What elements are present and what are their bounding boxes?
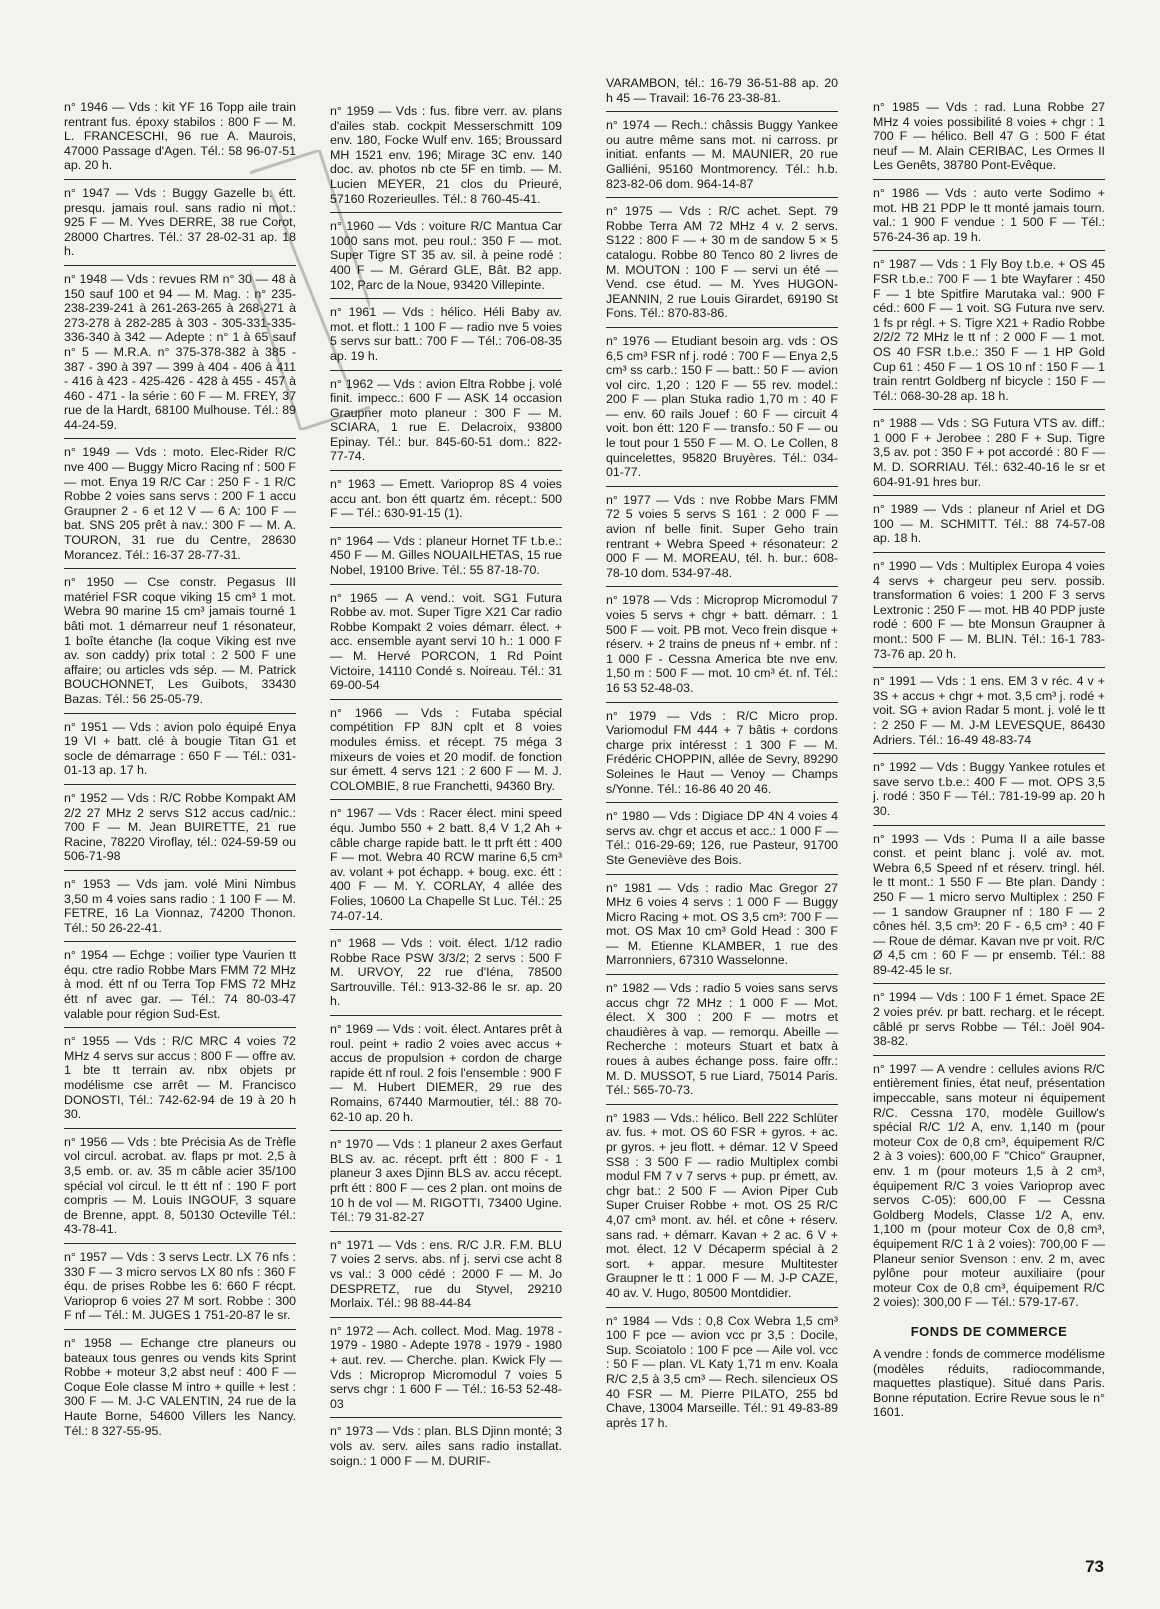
fonds-de-commerce-text: A vendre : fonds de commerce modélisme (modèles réduits, radiocommande, maquettes plastique). Situé dans Paris. Bonne réputation. Ecrire Revue sous le n° 1601. <box>873 1346 1105 1420</box>
classified-ad: n° 1964 — Vds : planeur Hornet TF t.b.e.: 450 F — M. Gilles NOUAILHETAS, 15 rue Nobel, 19100 Brive. Tél.: 55 87-18-70. <box>330 534 562 585</box>
classified-ad: n° 1970 — Vds : 1 planeur 2 axes Gerfaut BLS av. ac. récept. prft étt : 800 F - 1 planeur 3 axes Djinn BLS av. accu récept. prft étt : 800 F — ces 2 plan. ont moins de 10 h de vol — M. RIGOTTI, 73400 Ugine. Tél.: 79 31-82-27 <box>330 1137 562 1232</box>
classified-ad: n° 1985 — Vds : rad. Luna Robbe 27 MHz 4 voies possibilité 8 voies + chgr : 1 700 F — hélico. Bell 47 G : 500 F état neuf — M. Alain CERIBAC, Les Ormes II Les Genêts, 38780 Pont-Evêque. <box>873 100 1105 180</box>
classified-ad: n° 1952 — Vds : R/C Robbe Kompakt AM 2/2 27 MHz 2 servs S12 accus cad/nic.: 700 F — M. Jean BUIRETTE, 21 rue Racine, 78220 Viroflay, tél.: 024-59-59 ou 506-71-98 <box>64 791 296 871</box>
classified-ad: n° 1947 — Vds : Buggy Gazelle b. étt. presqu. jamais roul. sans radio ni mot.: 925 F — M. Yves DERRE, 38 rue Corot, 28000 Chartres. Tél.: 37 28-02-31 ap. 18 h. <box>64 186 296 266</box>
classified-ad: n° 1965 — A vend.: voit. SG1 Futura Robbe av. mot. Super Tigre X21 Car radio Robbe Kompakt 2 voies démarr. élect. + acc. ensemble ayant servi 10 h.: 1 000 F — M. Hervé PORCON, 1 Rd Point Victoire, 14110 Condé s. Noireau. Tél.: 31 69-00-54 <box>330 591 562 700</box>
classified-ad: n° 1962 — Vds : avion Eltra Robbe j. volé finit. impecc.: 600 F — ASK 14 occasion Graupner moto planeur : 300 F — M. SCIARA, 1 rue E. Delacroix, 93800 Epinay. Tél.: bur. 845-60-51 dom.: 822-77-74. <box>330 377 562 472</box>
page-number: 73 <box>1085 1557 1104 1576</box>
classified-ad: n° 1989 — Vds : planeur nf Ariel et DG 100 — M. SCHMITT. Tél.: 88 74-57-08 ap. 18 h. <box>873 502 1105 553</box>
classified-ad: n° 1957 — Vds : 3 servs Lectr. LX 76 nfs : 330 F — 3 micro servos LX 80 nfs : 360 F équ. de prises Robbe les 6: 660 F récpt. Varioprop 6 voies 27 M sort. Robbe : 300 F nf — Tél.: M. JUGES 1 751-20-87 le sr. <box>64 1250 296 1330</box>
classified-ad: n° 1976 — Etudiant besoin arg. vds : OS 6,5 cm³ FSR nf j. rodé : 700 F — Enya 2,5 cm³ ss carb.: 150 F — batt.: 50 F — avion vol circ. 1,20 : 120 F — 55 rev. model.: 200 F — plan Stuka radio 1,70 m : 40 F — env. 60 rails Jouef : 60 F — circuit 4 voit. bon étt: 120 F — transfo.: 50 F — ou le tout pour 1 550 F — M. O. Le Collen, 8 quincelettes, 95820 Bruyères. Tél.: 034-01-77. <box>606 334 838 487</box>
classified-ad: n° 1967 — Vds : Racer élect. mini speed équ. Jumbo 550 + 2 batt. 8,4 V 1,2 Ah + câble charge rapide batt. le tt prft étt : 400 F — mot. Webra 40 RCW marine 6,5 cm³ av. volant + pot échapp. + boug. exc. étt : 400 F — M. Y. CORLAY, 4 allée des Folies, 10600 La Chapelle St Luc. Tél.: 25 74-07-14. <box>330 806 562 930</box>
classified-ad: n° 1993 — Vds : Puma II a aile basse const. et peint blanc j. volé av. mot. Webra 6,5 Speed nf et réserv. tringl. hél. le tt mont.: 1 550 F — Bte plan. Dandy : 250 F — 1 micro servo Multiplex : 250 F — 1 sandow Graupner nf : 180 F — 2 cônes hél. 3,5 cm³: 20 F - 6,5 cm³ : 40 F — Roue de démar. Kavan nve pr voit. R/C Ø 4,5 cm : 60 F — pr ensemb. Tél.: 88 89-42-45 le sr. <box>873 832 1105 985</box>
column-3 <box>606 76 838 1442</box>
column-4-ads <box>873 100 1105 1316</box>
classified-ad: n° 1956 — Vds : bte Précisia As de Trèfle vol circul. acrobat. av. flaps pr mot. 2,5 à 3,5 emb. or. av. 35 m câble acier 35/100 spécial vol circul. le tt étt nf : 190 F port compris — M. Louis INGOUF, 3 square de Brenne, appt. 8, 50130 Octeville Tél.: 43-78-41. <box>64 1135 296 1244</box>
classified-ad: n° 1981 — Vds : radio Mac Gregor 27 MHz 6 voies 4 servs : 1 000 F — Buggy Micro Racing + mot. OS 3,5 cm³: 700 F — mot. OS Max 10 cm³ Gold Head : 300 F — M. Etienne KLAMBER, 1 rue des Marronniers, 67310 Wasselonne. <box>606 881 838 976</box>
column-1 <box>64 100 296 1450</box>
classified-ad: n° 1960 — Vds : voiture R/C Mantua Car 1000 sans mot. peu roul.: 350 F — mot. Super Tigre ST 35 av. sil. à peine rodé : 400 F — M. Gérard GLE, Bât. B2 app. 102, Parc de la Noue, 93420 Villepinte. <box>330 219 562 299</box>
classified-ad: n° 1997 — A vendre : cellules avions R/C entièrement finies, état neuf, présentation impeccable, sans moteur ni équipement R/C. Cessna 170, modèle Guillow's spécial R/C 1/2 A, env. 1,140 m (pour moteur Cox de 0,8 cm³, équipement R/C 2 à 3 voies): 600,00 F "Chico" Graupner, env. 1 m (pour moteurs 1,5 à 2 cm³, équipement R/C 3 voies Varioprop avec servos C-05): 600,00 F — Cessna Goldberg Models, Classe 1/2 A, env. 1,100 m (pour moteur Cox de 0,8 cm³, équipement R/C 1 à 2 voies): 700,00 F — Planeur senior Svenson : env. 2 m, avec pylône pour moteur auxiliaire (pour moteur Cox de 0,8 cm³, équipement R/C 2 voies): 300,00 F — Tél.: 579-17-67. <box>873 1061 1105 1310</box>
classified-ad: n° 1953 — Vds jam. volé Mini Nimbus 3,50 m 4 voies sans radio : 1 100 F — M. FETRE, 16 La Vionnaz, 74200 Thonon. Tél.: 50 26-22-41. <box>64 877 296 942</box>
classified-ad: n° 1972 — Ach. collect. Mod. Mag. 1978 - 1979 - 1980 - Adepte 1978 - 1979 - 1980 + aut. rev. — Cherche. plan. Kwick Fly — Vds : Microprop Micromodul 7 voies 5 servs chgr : 1 600 F — Tél.: 16-53 52-48-03 <box>330 1324 562 1419</box>
classified-ad: n° 1966 — Vds : Futaba spécial compétition FP 8JN cplt et 8 voies modules émiss. et récept. 75 méga 3 mixeurs de voies et 20 modif. de fonction sur émett. 4 servs 121 : 2 600 F — M. J. COLOMBIE, 8 rue Franchetti, 94360 Bry. <box>330 706 562 801</box>
classified-ad: n° 1958 — Echange ctre planeurs ou bateaux tous genres ou vends kits Sprint Robbe + moteur 3,2 abst neuf : 400 F — Coque Eole classe M intro + quille + lest : 300 F — M. J-C VALENTIN, 24 rue de la Haute Borne, 54600 Villers les Nancy. Tél.: 8 327-55-95. <box>64 1335 296 1438</box>
classified-ad: n° 1975 — Vds : R/C achet. Sept. 79 Robbe Terra AM 72 MHz 4 v. 2 servs. S122 : 800 F — + 30 m de sandow 5 × 5 catalogu. Robbe 80 Tenco 80 2 livres de M. MOUTON : 100 F — servi un été — Vend. cse étud. — M. Yves HUGON-JEANNIN, 2 rue Louis Girardet, 69190 St Fons. Tél.: 870-83-86. <box>606 204 838 328</box>
fonds-de-commerce-title: FONDS DE COMMERCE <box>910 1323 1068 1339</box>
classified-ad: n° 1978 — Vds : Microprop Micromodul 7 voies 5 servs + chgr + batt. démarr. : 1 500 F — voit. PB mot. Veco frein disque + réserv. + 2 trains de pneus nf + embr. nf : 1 000 F - Cessna America bte nve env. 1,50 m : 500 F — mot. 10 cm³ ét. nf. Tél.: 16 53 52-48-03. <box>606 593 838 702</box>
classified-ad: n° 1992 — Vds : Buggy Yankee rotules et save servo t.b.e.: 400 F — mot. OPS 3,5 j. rodé : 350 F — Tél.: 781-19-99 ap. 20 h 30. <box>873 760 1105 825</box>
classified-ad: n° 1968 — Vds : voit. élect. 1/12 radio Robbe Race PSW 3/3/2; 2 servs : 500 F M. URVOY, 22 rue d'Iéna, 78500 Sartrouville. Tél.: 913-32-86 le sr. ap. 20 h. <box>330 936 562 1016</box>
classified-ad: n° 1961 — Vds : hélico. Héli Baby av. mot. et flott.: 1 100 F — radio nve 5 voies 5 servs sur batt.: 700 F — Tél.: 706-08-35 ap. 19 h. <box>330 305 562 370</box>
classified-ad: n° 1983 — Vds.: hélico. Bell 222 Schlüter av. fus. + mot. OS 60 FSR + gyros. + ac. pr gyros. + jeu flott. + démar. 12 V Speed SS8 : 3 500 F — radio Multiplex combi modul FM 7 v 7 servs + pup. pr émett, av. chgr bat.: 2 500 F — Avion Piper Cub Super Cruiser Robbe + mot. OS 25 R/C 4,07 cm³ mont. av. hél. et cône + réserv. sans rad. + démarr. Kavan + 2 ac. 6 V + mot. élect. 12 V Décaperm spécial à 2 sort. + appar. mesure Multitester Graupner le tt : 1 000 F — M. J-P CAZE, 40 av. V. Hugo, 80500 Montdidier. <box>606 1111 838 1308</box>
classified-ad: n° 1946 — Vds : kit YF 16 Topp aile train rentrant fus. époxy stabilos : 800 F — M. L. FRANCESCHI, 96 rue A. Maurois, 47000 Passage d'Agen. Tél.: 58 96-07-51 ap. 20 h. <box>64 100 296 180</box>
classified-ad: n° 1991 — Vds : 1 ens. EM 3 v réc. 4 v + 3S + accus + chgr + mot. 3,5 cm³ j. rodé + voit. SG + avion Radar 5 mont. j. volé le tt : 2 250 F — M. J-M LEVESQUE, 86430 Adriers. Tél.: 16-49 48-83-74 <box>873 674 1105 754</box>
classified-ad: n° 1955 — Vds : R/C MRC 4 voies 72 MHz 4 servs sur accus : 800 F — offre av. 1 bte tt terrain av. nbx objets pr modélisme cse arrêt — M. Francisco DONOSTI, Tél.: 742-62-94 de 19 à 20 h 30. <box>64 1034 296 1129</box>
classified-ad: VARAMBON, tél.: 16-79 36-51-88 ap. 20 h 45 — Travail: 16-76 23-38-81. <box>606 76 838 112</box>
classified-ad: n° 1984 — Vds : 0,8 Cox Webra 1,5 cm³ 100 F pce — avion vcc pr 3,5 : Docile, Sup. Scoiatolo : 100 F pce — Aile vol. vcc : 50 F — plan. VL Katy 1,71 m env. Koala R/C 2,5 à 3,5 cm³ — Rech. silencieux OS 40 FSR — M. Pierre PILATO, 255 bd Chave, 13004 Marseille. Tél.: 91 49-83-89 après 17 h. <box>606 1313 838 1430</box>
classified-ad: n° 1987 — Vds : 1 Fly Boy t.b.e. + OS 45 FSR t.b.e.: 700 F — 1 bte Wayfarer : 450 F — 1 bte Spitfire Marutaka val.: 900 F céd.: 600 F — 1 voit. SG Futura nve serv. 1 fs pr régl. + S. Tigre X21 + Radio Robbe 2/2/2 72 MHz le tt nf : 2 000 F — 1 mot. OS 40 FSR t.b.e.: 350 F — 1 HP Gold Cup 61 : 450 F — 1 OS 10 nf : 150 F — 1 train rentrt Goldberg nf bicycle : 150 F — Tél.: 068-30-28 ap. 18 h. <box>873 257 1105 410</box>
classified-ad: n° 1971 — Vds : ens. R/C J.R. F.M. BLU 7 voies 2 servs. abs. nf j. servi cse acht 8 vs val.: 3 000 cédé : 2000 F — M. Jo DESPRETZ, rue du Styvel, 29210 Morlaix. Tél.: 98 88-44-84 <box>330 1238 562 1318</box>
classified-ad: n° 1973 — Vds : plan. BLS Djinn monté; 3 vols av. serv. ailes sans radio installat. soign.: 1 000 F — M. DURIF- <box>330 1424 562 1468</box>
classified-ad: n° 1977 — Vds : nve Robbe Mars FMM 72 5 voies 5 servs S 161 : 2 000 F — avion nf belle finit. Super Geho train rentrant + Webra Speed + résonateur: 2 000 F — M. MOREAU, tél. h. bur.: 608-78-10 dom. 534-97-48. <box>606 493 838 588</box>
classified-ad: n° 1949 — Vds : moto. Elec-Rider R/C nve 400 — Buggy Micro Racing nf : 500 F — mot. Enya 19 R/C Car : 250 F - 1 R/C Robbe 2 voies sans servs : 200 F 1 accu Graupner 2 - 6 et 12 V — 6 A: 100 F — bat. SNS 205 prêt à nav.: 300 F — M. A. TOURON, 31 rue du Centre, 28630 Morancez. Tél.: 16-37 28-77-31. <box>64 445 296 569</box>
classified-ad: n° 1950 — Cse constr. Pegasus III matériel FSR coque viking 15 cm³ 1 mot. Webra 90 marine 15 cm³ jamais tourné 1 bâti mot. 1 démarreur neuf 1 résonateur, 1 boîte étanche (la coque Viking est nve av. son caddy) prix total : 2 500 F une affaire; ou articles vds sép. — M. Patrick BOUCHONNET, Les Guibots, 33430 Bazas. Tél.: 56 25-05-79. <box>64 575 296 713</box>
column-4 <box>873 100 1105 1420</box>
classified-ad: n° 1954 — Echge : voilier type Vaurien tt équ. ctre radio Robbe Mars FMM 72 MHz à mod. étt nf ou Terra Top FMS 72 MHz étt nf avec gar. — Tél.: 74 80-03-47 valable pour région Sud-Est. <box>64 948 296 1028</box>
classified-ad: n° 1969 — Vds : voit. élect. Antares prêt à roul. peint + radio 2 voies avec accus + accus de propulsion + cordon de charge rapide étt nf roul. 2 fois l'ensemble : 900 F — M. Hubert DIEMER, 29 rue des Romains, 67440 Marmoutier, tél.: 88 70-62-10 ap. 20 h. <box>330 1022 562 1131</box>
classified-ad: n° 1959 — Vds : fus. fibre verr. av. plans d'ailes stab. cockpit Messerschmitt 109 env. 180, Focke Wulf env. 165; Broussard MH 1521 env. 196; Mirage 3C env. 140 doc. av. photos nb cte 5F en timb. — M. Lucien MEYER, 21 clos du Prieuré, 57160 Rozerieulles. Tél.: 8 760-45-41. <box>330 104 562 213</box>
classified-ad: n° 1948 — Vds : revues RM n° 30 — 48 à 150 sauf 100 et 94 — M. Mag. : n° 235-238-239-241 à 261-263-265 à 268-271 à 273-278 à 282-285 à 303 - 305-331-335-336-340 à 342 — Adepte : n° 1 à 65 sauf n° 5 — M.R.A. n° 375-378-382 à 385 - 387 - 390 à 397 — 399 à 404 - 406 à 411 - 416 à 423 - 425-426 - 428 à 455 - 457 à 460 - 471 - la série : 60 F — M. FREY, 37 rue de la Hardt, 68100 Mulhouse. Tél.: 89 44-24-59. <box>64 272 296 440</box>
classified-ad: n° 1980 — Vds : Digiace DP 4N 4 voies 4 servs av. chgr et accus et acc.: 1 000 F — Tél.: 016-29-69; 126, rue Pasteur, 91700 Ste Geneviève des Bois. <box>606 809 838 874</box>
column-2 <box>330 104 562 1480</box>
classified-ad: n° 1963 — Emett. Varioprop 8S 4 voies accu ant. bon étt quartz ém. récept.: 500 F — Tél.: 630-91-15 (1). <box>330 477 562 528</box>
classified-ad: n° 1986 — Vds : auto verte Sodimo + mot. HB 21 PDP le tt monté jamais tourn. val.: 1 900 F vendue : 1 500 F — Tél.: 576-24-36 ap. 19 h. <box>873 186 1105 251</box>
classified-ad: n° 1951 — Vds : avion polo équipé Enya 19 VI + batt. clé à bougie Titan G1 et socle de démarrage : 650 F — Tél.: 031-01-13 ap. 17 h. <box>64 720 296 785</box>
classified-ad: n° 1974 — Rech.: châssis Buggy Yankee ou autre même sans mot. ni carross. pr initiat. enfants — M. MAUNIER, 20 rue Galliéni, 95160 Montmorency. Tél.: h.b. 823-82-06 dom. 964-14-87 <box>606 118 838 198</box>
classified-ad: n° 1994 — Vds : 100 F 1 émet. Space 2E 2 voies prév. pr batt. recharg. et le récept. câblé pr servs Robbe — Tél.: Joël 904-38-82. <box>873 990 1105 1055</box>
classified-ad: n° 1979 — Vds : R/C Micro prop. Variomodul FM 444 + 7 bâtis + cordons charge prix intéresst : 1 300 F — M. Frédéric CHOPPIN, allée de Sevry, 89290 Soleines le Haut — Venoy — Champs s/Yonne. Tél.: 16-86 40 20 46. <box>606 709 838 804</box>
classified-ad: n° 1988 — Vds : SG Futura VTS av. diff.: 1 000 F + Jerobee : 280 F + Sup. Tigre 3,5 av. pot : 350 F + pot accordé : 80 F — M. D. SORRIAU. Tél.: 632-40-16 le sr et 604-91-91 hres bur. <box>873 416 1105 496</box>
classified-ad: n° 1982 — Vds : radio 5 voies sans servs accus chgr 72 MHz : 1 000 F — Mot. élect. X 300 : 200 F — motrs et chaudières à vap. — remorqu. Abeille — Recherche : moteurs Stuart et batx à roues à aubes échange poss. faire offr.: M. D. MUSSOT, 5 rue Liard, 75014 Paris. Tél.: 565-70-73. <box>606 981 838 1105</box>
classified-ad: n° 1990 — Vds : Multiplex Europa 4 voies 4 servs + chargeur peu serv. possib. transformation 6 voies: 1 200 F 3 servs Lextronic : 250 F — mot. HB 40 PDP juste rodé : 600 F — bte Monsun Graupner à mont.: 500 F — M. BLIN. Tél.: 16-1 783-73-76 ap. 20 h. <box>873 559 1105 668</box>
